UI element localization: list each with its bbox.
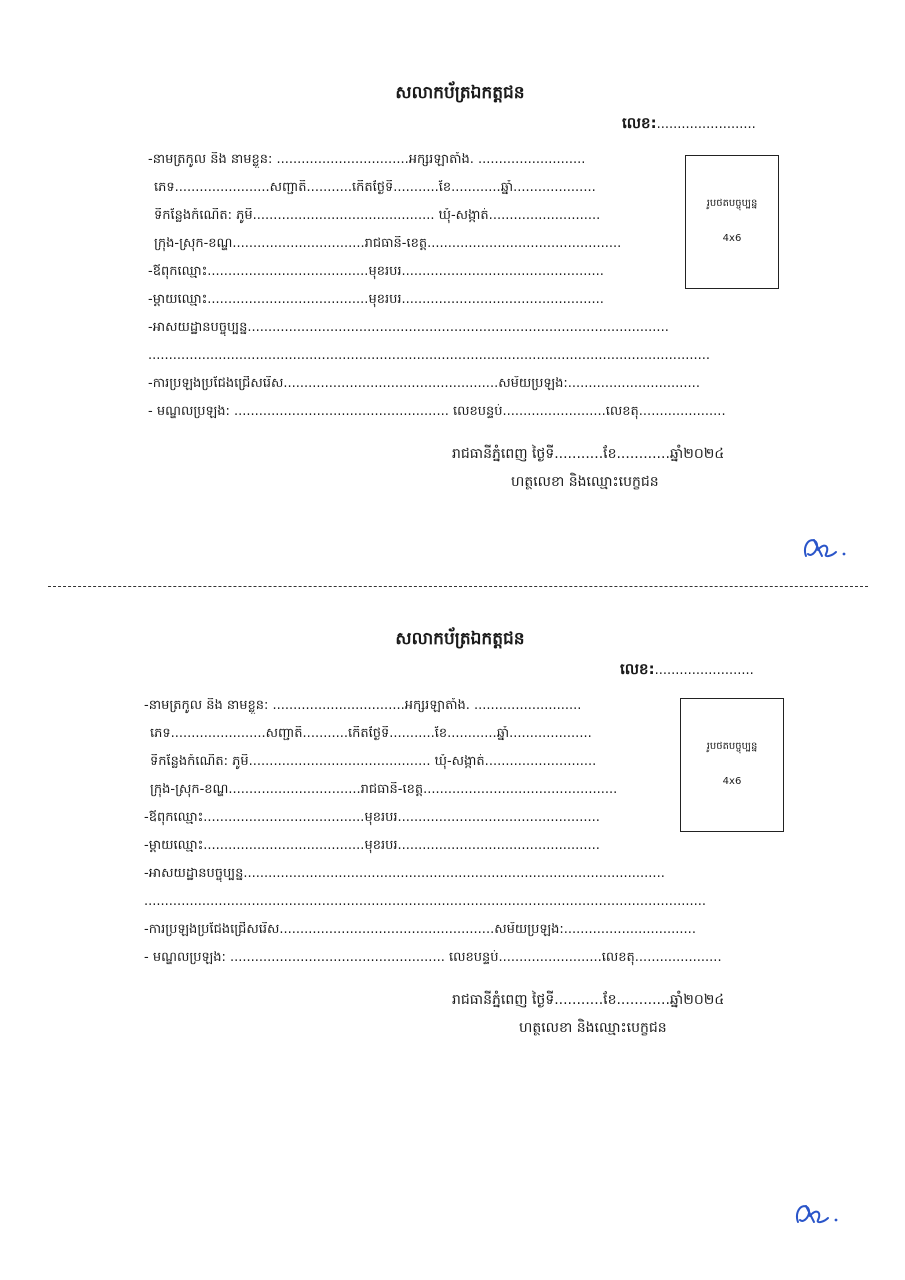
handwritten-initials	[792, 1198, 842, 1230]
form-number-label: លេខ:	[622, 114, 657, 132]
form-number	[620, 660, 754, 682]
form-title: សលាកប័ត្រឯកត្តជន	[395, 83, 525, 103]
field-exam-center: - មណ្ឌលប្រឡង: .................................................... លេខបន្ទប់.........................លេខតុ.....................	[148, 404, 726, 419]
form-card-1	[0, 0, 905, 560]
photo-size: 4x6	[722, 233, 742, 244]
form-number-label: លេខ:	[620, 660, 655, 678]
field-sex-nationality-dob: ភេទ.......................សញ្ជាតិ...........កើតថ្ងៃទី...........ខែ............ឆ្នាំ....................	[154, 180, 596, 195]
field-exam: -ការប្រឡងប្រជែងជ្រើសរើស....................................................សម័យប្រឡង:................................	[144, 922, 696, 937]
form-number-dots: ........................	[654, 663, 754, 678]
signature-line: ហត្ថលេខា និងឈ្មោះបេក្ខជន	[511, 474, 659, 490]
field-name: -នាមត្រកូល និង នាមខ្លួន: ................................អក្សរឡាតាំង. ..........................	[148, 152, 586, 167]
date-line: រាជធានីភ្នំពេញ ថ្ងៃទី...........ខែ............ឆ្នាំ២០២៤	[452, 446, 725, 462]
photo-label: រូបថតបច្ចុប្បន្ន	[706, 198, 758, 209]
field-address-cont: ........................................................................................................................................	[148, 348, 710, 363]
field-exam-center: - មណ្ឌលប្រឡង: .................................................... លេខបន្ទប់.........................លេខតុ.....................	[144, 950, 722, 965]
field-district-province: ក្រុង-ស្រុក-ខណ្ឌ................................រាជធានី-ខេត្ត...............................................	[154, 236, 622, 251]
field-father: -ឪពុកឈ្មោះ.......................................មុខរបរ.................................................	[144, 810, 600, 825]
form-card-2	[0, 546, 905, 1106]
field-address: -អាសយដ្ឋានបច្ចុប្បន្ន......................................................................................................	[148, 320, 669, 335]
field-birthplace-village: ទីកន្លែងកំណើត: ភូមិ............................................ ឃុំ-សង្កាត់...........................	[150, 754, 597, 769]
field-exam: -ការប្រឡងប្រជែងជ្រើសរើស....................................................សម័យប្រឡង:................................	[148, 376, 700, 391]
field-address-cont: ........................................................................................................................................	[144, 894, 706, 909]
photo-size: 4x6	[722, 776, 742, 787]
photo-label: រូបថតបច្ចុប្បន្ន	[706, 741, 758, 752]
field-mother: -ម្តាយឈ្មោះ.......................................មុខរបរ.................................................	[148, 292, 604, 307]
date-line: រាជធានីភ្នំពេញ ថ្ងៃទី...........ខែ............ឆ្នាំ២០២៤	[452, 992, 725, 1008]
field-birthplace-village: ទីកន្លែងកំណើត: ភូមិ............................................ ឃុំ-សង្កាត់...........................	[154, 208, 601, 223]
field-address: -អាសយដ្ឋានបច្ចុប្បន្ន......................................................................................................	[144, 866, 665, 881]
photo-box	[685, 155, 779, 289]
photo-box	[680, 698, 784, 832]
form-title: សលាកប័ត្រឯកត្តជន	[395, 629, 525, 649]
field-mother: -ម្តាយឈ្មោះ.......................................មុខរបរ.................................................	[144, 838, 600, 853]
form-number	[622, 114, 756, 136]
field-district-province: ក្រុង-ស្រុក-ខណ្ឌ................................រាជធានី-ខេត្ត...............................................	[150, 782, 618, 797]
field-sex-nationality-dob: ភេទ.......................សញ្ជាតិ...........កើតថ្ងៃទី...........ខែ............ឆ្នាំ....................	[150, 726, 592, 741]
form-number-dots: ........................	[656, 117, 756, 132]
field-father: -ឪពុកឈ្មោះ.......................................មុខរបរ.................................................	[148, 264, 604, 279]
signature-line: ហត្ថលេខា និងឈ្មោះបេក្ខជន	[519, 1020, 667, 1036]
field-name: -នាមត្រកូល និង នាមខ្លួន: ................................អក្សរឡាតាំង. ..........................	[144, 698, 582, 713]
